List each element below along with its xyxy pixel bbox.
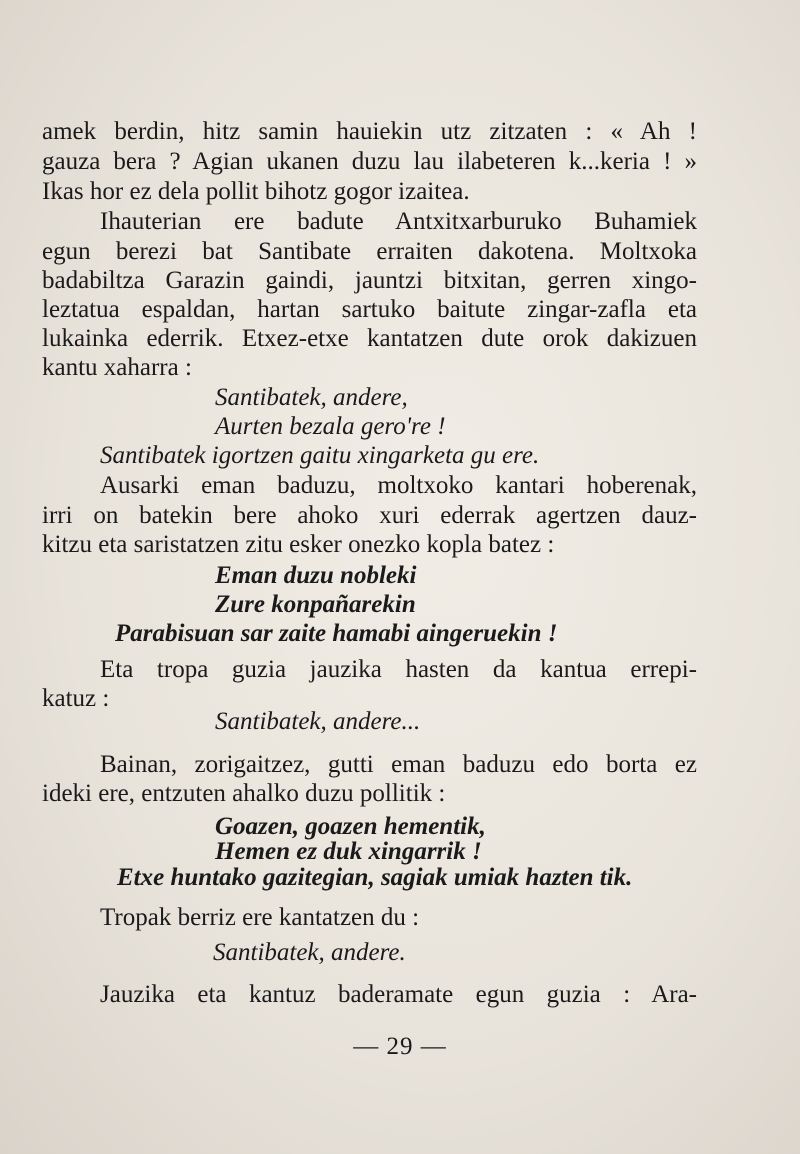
- text-line: badabiltza Garazin gaindi, jauntzi bitxitan, gerren xingo-: [42, 267, 697, 294]
- text-line: katuz :: [42, 685, 110, 712]
- text-line: Jauzika eta kantuz baderamate egun guzia : Ara-: [100, 981, 697, 1008]
- verse-line: Santibatek, andere,: [215, 384, 408, 411]
- text-line: kantu xaharra :: [42, 354, 192, 381]
- verse-line: Santibatek, andere.: [213, 939, 406, 966]
- text-line: amek berdin, hitz samin hauiekin utz zitzaten : « Ah !: [42, 118, 697, 145]
- text-line: kitzu eta saristatzen zitu esker onezko kopla batez :: [42, 531, 555, 558]
- verse-line: Hemen ez duk xingarrik !: [215, 838, 482, 865]
- verse-line: Etxe huntako gazitegian, sagiak umiak hazten tik.: [117, 864, 633, 891]
- text-line: Ihauterian ere badute Antxitxarburuko Buhamiek: [100, 208, 697, 235]
- text-line: Tropak berriz ere kantatzen du :: [100, 904, 420, 931]
- verse-line: Goazen, goazen hementik,: [215, 813, 486, 840]
- text-line: Ausarki eman baduzu, moltxoko kantari hoberenak,: [100, 472, 697, 499]
- verse-line: Santibatek, andere...: [215, 708, 421, 735]
- text-line: Eta tropa guzia jauzika hasten da kantua errepi-: [100, 656, 697, 683]
- verse-line: Zure konpañarekin: [215, 591, 416, 618]
- text-line: Ikas hor ez dela pollit bihotz gogor izaitea.: [42, 178, 470, 205]
- text-line: ideki ere, entzuten ahalko duzu pollitik :: [42, 780, 446, 807]
- verse-line: Eman duzu nobleki: [215, 562, 417, 589]
- verse-line: Santibatek igortzen gaitu xingarketa gu ere.: [100, 442, 540, 469]
- text-line: gauza bera ? Agian ukanen duzu lau ilabeteren k...keria ! »: [42, 148, 697, 175]
- text-line: leztatua espaldan, hartan sartuko baitute zingar-zafla eta: [42, 296, 697, 323]
- text-line: irri on batekin bere ahoko xuri ederrak agertzen dauz-: [42, 502, 697, 529]
- text-line: lukainka ederrik. Etxez-etxe kantatzen dute orok dakizuen: [42, 325, 697, 352]
- verse-line: Parabisuan sar zaite hamabi aingeruekin !: [115, 620, 558, 647]
- verse-line: Aurten bezala gero're !: [215, 413, 446, 440]
- page-number: — 29 —: [353, 1033, 447, 1060]
- text-line: Bainan, zorigaitzez, gutti eman baduzu edo borta ez: [100, 751, 697, 778]
- text-line: egun berezi bat Santibate erraiten dakotena. Moltxoka: [42, 238, 697, 265]
